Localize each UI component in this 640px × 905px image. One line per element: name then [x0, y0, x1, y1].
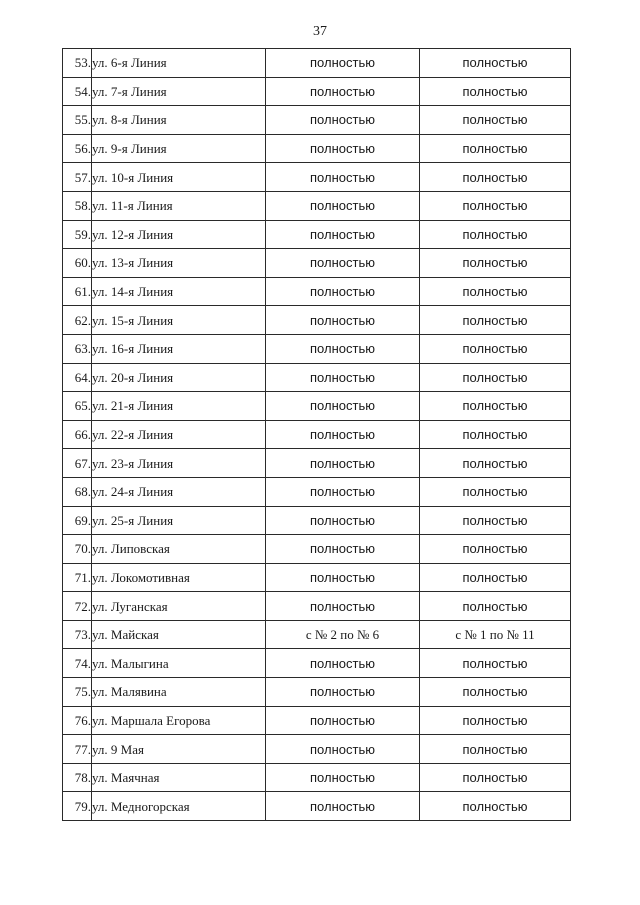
- row-number-cell: 59.: [63, 220, 92, 249]
- street-name-cell: ул. 7-я Линия: [92, 77, 266, 106]
- house-range-cell-2: полностью: [420, 735, 571, 764]
- row-number-cell: 78.: [63, 763, 92, 792]
- house-range-cell-1: полностью: [266, 363, 420, 392]
- house-range-cell-1: полностью: [266, 334, 420, 363]
- house-range-cell-1: полностью: [266, 678, 420, 707]
- house-range-cell-2: полностью: [420, 191, 571, 220]
- street-name-cell: ул. 9-я Линия: [92, 134, 266, 163]
- house-range-cell-1: полностью: [266, 763, 420, 792]
- street-name-cell: ул. 16-я Линия: [92, 334, 266, 363]
- row-number-cell: 60.: [63, 249, 92, 278]
- table-row: [63, 163, 571, 192]
- house-range-cell-2: полностью: [420, 592, 571, 621]
- row-number-cell: 56.: [63, 134, 92, 163]
- house-range-cell-2: полностью: [420, 392, 571, 421]
- house-range-cell-1: полностью: [266, 163, 420, 192]
- house-range-cell-1: полностью: [266, 735, 420, 764]
- row-number-cell: 79.: [63, 792, 92, 821]
- row-number-cell: 76.: [63, 706, 92, 735]
- street-name-cell: ул. 22-я Линия: [92, 420, 266, 449]
- house-range-cell-1: полностью: [266, 106, 420, 135]
- house-range-cell-2: полностью: [420, 792, 571, 821]
- house-range-cell-2: полностью: [420, 249, 571, 278]
- row-number-cell: 58.: [63, 191, 92, 220]
- house-range-cell-1: с № 2 по № 6: [266, 620, 420, 649]
- house-range-cell-2: полностью: [420, 706, 571, 735]
- street-name-cell: ул. 8-я Линия: [92, 106, 266, 135]
- row-number-cell: 70.: [63, 535, 92, 564]
- row-number-cell: 71.: [63, 563, 92, 592]
- row-number-cell: 77.: [63, 735, 92, 764]
- house-range-cell-1: полностью: [266, 191, 420, 220]
- streets-table: [62, 48, 571, 821]
- table-row: [63, 706, 571, 735]
- table-row: [63, 220, 571, 249]
- street-name-cell: ул. 11-я Линия: [92, 191, 266, 220]
- row-number-cell: 75.: [63, 678, 92, 707]
- street-name-cell: ул. 6-я Линия: [92, 49, 266, 78]
- row-number-cell: 68.: [63, 477, 92, 506]
- street-name-cell: ул. Малявина: [92, 678, 266, 707]
- house-range-cell-1: полностью: [266, 49, 420, 78]
- table-row: [63, 649, 571, 678]
- house-range-cell-1: полностью: [266, 249, 420, 278]
- table-row: [63, 191, 571, 220]
- street-name-cell: ул. 24-я Линия: [92, 477, 266, 506]
- house-range-cell-2: полностью: [420, 420, 571, 449]
- house-range-cell-1: полностью: [266, 592, 420, 621]
- row-number-cell: 54.: [63, 77, 92, 106]
- table-row: [63, 535, 571, 564]
- house-range-cell-2: полностью: [420, 134, 571, 163]
- row-number-cell: 64.: [63, 363, 92, 392]
- house-range-cell-2: полностью: [420, 649, 571, 678]
- row-number-cell: 53.: [63, 49, 92, 78]
- house-range-cell-1: полностью: [266, 306, 420, 335]
- house-range-cell-2: полностью: [420, 49, 571, 78]
- street-name-cell: ул. 13-я Линия: [92, 249, 266, 278]
- table-row: [63, 392, 571, 421]
- street-name-cell: ул. 23-я Линия: [92, 449, 266, 478]
- house-range-cell-1: полностью: [266, 563, 420, 592]
- table-row: [63, 763, 571, 792]
- table-row: [63, 134, 571, 163]
- street-name-cell: ул. 21-я Линия: [92, 392, 266, 421]
- table-row: [63, 792, 571, 821]
- street-name-cell: ул. 10-я Линия: [92, 163, 266, 192]
- house-range-cell-1: полностью: [266, 392, 420, 421]
- house-range-cell-2: полностью: [420, 77, 571, 106]
- house-range-cell-2: с № 1 по № 11: [420, 620, 571, 649]
- street-name-cell: ул. Маячная: [92, 763, 266, 792]
- street-name-cell: ул. 20-я Линия: [92, 363, 266, 392]
- table-row: [63, 49, 571, 78]
- table-row: [63, 506, 571, 535]
- house-range-cell-1: полностью: [266, 449, 420, 478]
- house-range-cell-2: полностью: [420, 477, 571, 506]
- street-name-cell: ул. 14-я Линия: [92, 277, 266, 306]
- house-range-cell-1: полностью: [266, 420, 420, 449]
- row-number-cell: 66.: [63, 420, 92, 449]
- house-range-cell-1: полностью: [266, 535, 420, 564]
- street-name-cell: ул. Медногорская: [92, 792, 266, 821]
- row-number-cell: 74.: [63, 649, 92, 678]
- row-number-cell: 63.: [63, 334, 92, 363]
- house-range-cell-1: полностью: [266, 649, 420, 678]
- house-range-cell-2: полностью: [420, 306, 571, 335]
- house-range-cell-2: полностью: [420, 535, 571, 564]
- table-row: [63, 363, 571, 392]
- street-name-cell: ул. Малыгина: [92, 649, 266, 678]
- house-range-cell-2: полностью: [420, 106, 571, 135]
- house-range-cell-1: полностью: [266, 792, 420, 821]
- house-range-cell-1: полностью: [266, 77, 420, 106]
- table-row: [63, 249, 571, 278]
- house-range-cell-2: полностью: [420, 449, 571, 478]
- house-range-cell-2: полностью: [420, 506, 571, 535]
- table-row: [63, 277, 571, 306]
- row-number-cell: 65.: [63, 392, 92, 421]
- table-row: [63, 563, 571, 592]
- house-range-cell-1: полностью: [266, 134, 420, 163]
- house-range-cell-2: полностью: [420, 763, 571, 792]
- house-range-cell-2: полностью: [420, 220, 571, 249]
- house-range-cell-1: полностью: [266, 220, 420, 249]
- house-range-cell-2: полностью: [420, 334, 571, 363]
- house-range-cell-2: полностью: [420, 363, 571, 392]
- table-row: [63, 77, 571, 106]
- page-number: 37: [313, 24, 327, 39]
- house-range-cell-2: полностью: [420, 277, 571, 306]
- house-range-cell-1: полностью: [266, 277, 420, 306]
- street-name-cell: ул. 15-я Линия: [92, 306, 266, 335]
- street-name-cell: ул. Луганская: [92, 592, 266, 621]
- table-row: [63, 420, 571, 449]
- table-row: [63, 334, 571, 363]
- table-row: [63, 477, 571, 506]
- house-range-cell-1: полностью: [266, 506, 420, 535]
- street-name-cell: ул. Маршала Егорова: [92, 706, 266, 735]
- row-number-cell: 62.: [63, 306, 92, 335]
- row-number-cell: 57.: [63, 163, 92, 192]
- street-name-cell: ул. Майская: [92, 620, 266, 649]
- table-row: [63, 106, 571, 135]
- street-name-cell: ул. 25-я Линия: [92, 506, 266, 535]
- table-row: [63, 620, 571, 649]
- street-name-cell: ул. Локомотивная: [92, 563, 266, 592]
- street-name-cell: ул. 9 Мая: [92, 735, 266, 764]
- table-row: [63, 306, 571, 335]
- house-range-cell-2: полностью: [420, 563, 571, 592]
- table-row: [63, 678, 571, 707]
- row-number-cell: 67.: [63, 449, 92, 478]
- row-number-cell: 72.: [63, 592, 92, 621]
- table-row: [63, 449, 571, 478]
- row-number-cell: 61.: [63, 277, 92, 306]
- table-row: [63, 592, 571, 621]
- house-range-cell-1: полностью: [266, 477, 420, 506]
- row-number-cell: 55.: [63, 106, 92, 135]
- row-number-cell: 69.: [63, 506, 92, 535]
- street-name-cell: ул. Липовская: [92, 535, 266, 564]
- row-number-cell: 73.: [63, 620, 92, 649]
- house-range-cell-2: полностью: [420, 163, 571, 192]
- table-row: [63, 735, 571, 764]
- streets-table-body: [63, 49, 571, 821]
- street-name-cell: ул. 12-я Линия: [92, 220, 266, 249]
- house-range-cell-1: полностью: [266, 706, 420, 735]
- house-range-cell-2: полностью: [420, 678, 571, 707]
